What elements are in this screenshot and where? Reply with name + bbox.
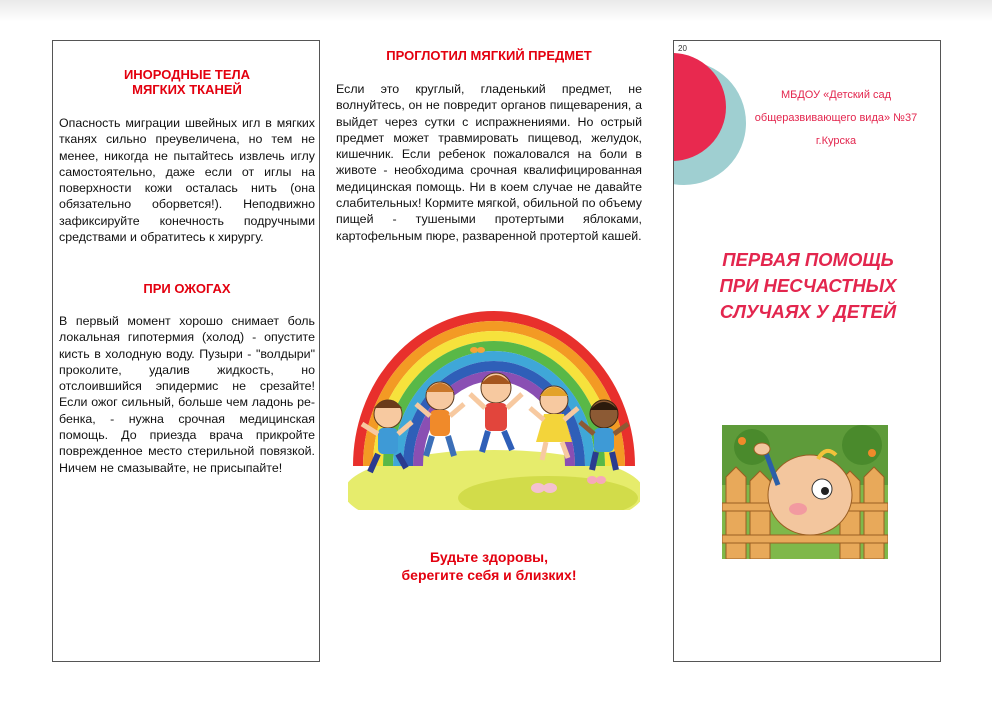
text-burns: В первый момент хорошо снимает боль локальная гипотермия (холод) - опустите кисть в холодную воду. Пузыри - "волдыри" проколите, удалив жидкость, но отслоившийся эпидермис не срезайте! Если ожог сильный, больше чем ладонь ребенка, - нужна срочная медицинская помощь. До приезда врача прикройте поврежденное место стерильной повязкой. Ничем не смазывайте, не присыпайте! bbox=[59, 314, 315, 475]
page-number: 20 bbox=[678, 44, 687, 53]
rainbow-children-illustration bbox=[348, 296, 640, 510]
text-foreign-bodies: Опасность миграции швейных игл в мягких тканях сильно преувеличена, но тем не менее, никогда не пытайтесь извлечь иглу самостоятельно, даже если от иглы на поверхности кожи осталась нить (она обязательно оборвется!). Неподвижно зафиксируйте конечность подручными средствами и обратитесь к хирургу. bbox=[59, 116, 315, 245]
cartoon-baby-fence-image bbox=[722, 425, 888, 559]
heading-burns: ПРИ ОЖОГАХ bbox=[143, 281, 231, 296]
heading-foreign-bodies: ИНОРОДНЫЕ ТЕЛА МЯГКИХ ТКАНЕЙ bbox=[123, 67, 251, 97]
right-panel bbox=[673, 40, 941, 662]
organization-name: МБДОУ «Детский сад общеразвивающего вида» №37 г.Курска bbox=[754, 89, 918, 147]
left-panel bbox=[52, 40, 320, 662]
heading-swallowed-object: ПРОГЛОТИЛ МЯГКИЙ ПРЕДМЕТ bbox=[386, 48, 592, 63]
middle-panel bbox=[336, 40, 642, 640]
top-bar bbox=[0, 0, 992, 22]
text-swallowed-object: Если это круглый, гладенький предмет, не волнуйтесь, он не повредит органов пищеварения, а выйдет через сутки с испражнениями. Но острый предмет может травмировать пищевод, желудок, кишечник. Если ребенок пожаловался на боли в животе - необходима срочная квалифицированная медицинская помощь. Ни в коем случае не давайте слабительных! Кормите мягкой, обильной по объему пищей - тушеными протертыми яблоками, картофельным пюре, разваренной протертой кашей. bbox=[336, 82, 642, 243]
brochure-title: ПЕРВАЯ ПОМОЩЬ ПРИ НЕСЧАСТНЫХ СЛУЧАЯХ У ДЕТЕЙ bbox=[719, 249, 897, 322]
closing-message: Будьте здоровы, берегите себя и близких! bbox=[401, 549, 577, 583]
child-3 bbox=[470, 373, 522, 452]
